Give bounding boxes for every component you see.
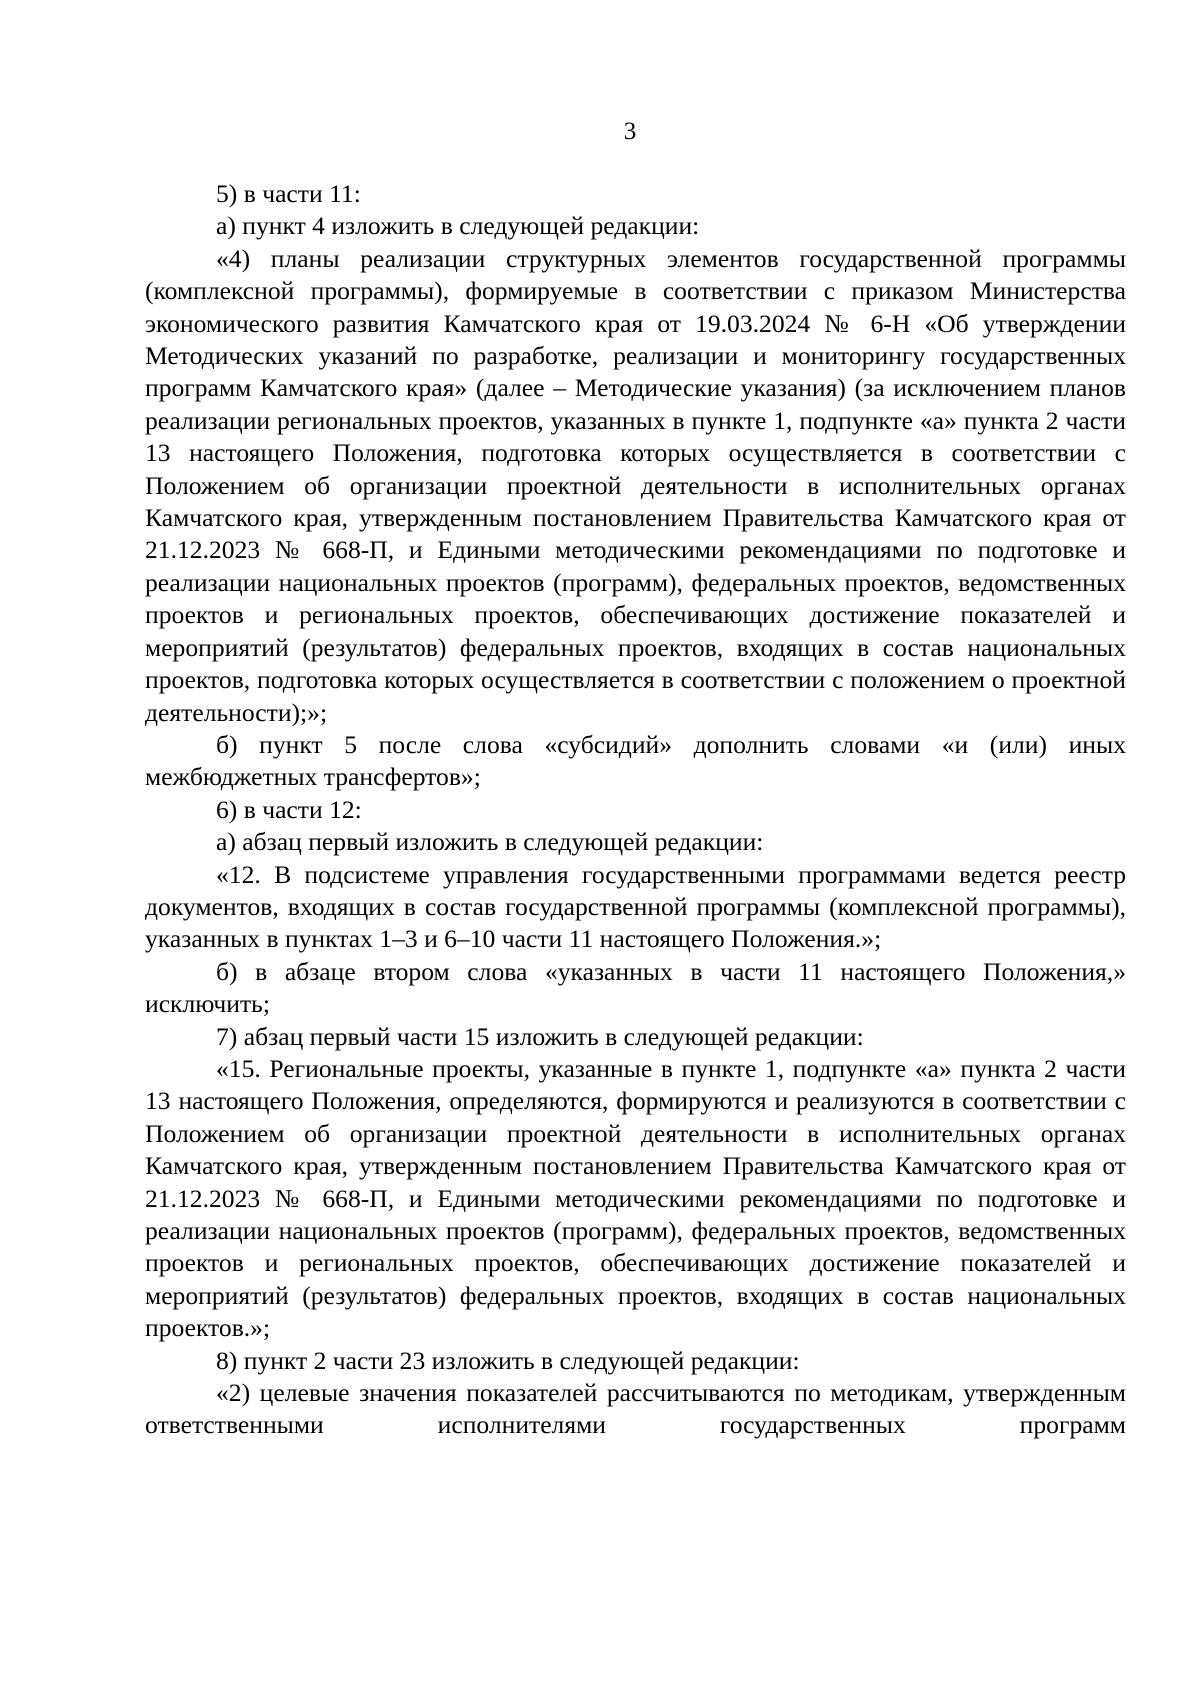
paragraph: а) пункт 4 изложить в следующей редакции:: [216, 211, 700, 241]
paragraph: «15. Региональные проекты, указанные в пункте 1, подпункте «а» пункта 2 части 13 настоящего Положения, определяются, формируются и реализуются в соответствии с Положением об организации проектной деятельности в исполнительных органах Камчатского края, утвержденным постановлением Правительства Камчатского края от 21.12.2023 № 668-П, и Едиными методическими рекомендациями по подготовке и реализации национальных проектов (программ), федеральных проектов, ведомственных проектов и региональных проектов, обеспечивающих достижение показателей и мероприятий (результатов) федеральных проектов, входящих в состав национальных проектов.»;: [145, 1053, 1126, 1343]
paragraph: «4) планы реализации структурных элементов государственной программы (комплексной программы), формируемые в соответствии с приказом Министерства экономического развития Камчатского края от 19.03.2024 № 6-Н «Об утверждении Методических указаний по разработке, реализации и мониторингу государственных программ Камчатского края» (далее – Методические указания) (за исключением планов реализации региональных проектов, указанных в пункте 1, подпункте «а» пункта 2 части 13 настоящего Положения, подготовка которых осуществляется в соответствии с Положением об организации проектной деятельности в исполнительных органах Камчатского края, утвержденным постановлением Правительства Камчатского края от 21.12.2023 № 668-П, и Едиными методическими рекомендациями по подготовке и реализации национальных проектов (программ), федеральных проектов, ведомственных проектов и региональных проектов, обеспечивающих достижение показателей и мероприятий (результатов) федеральных проектов, входящих в состав национальных проектов, подготовка которых осуществляется в соответствии с положением о проектной деятельности);»;: [145, 243, 1126, 727]
paragraph: «12. В подсистеме управления государственными программами ведется реестр документов, входящих в состав государственной программы (комплексной программы), указанных в пунктах 1–3 и 6–10 части 11 настоящего Положения.»;: [145, 859, 1126, 954]
paragraph: 8) пункт 2 части 23 изложить в следующей редакции:: [216, 1345, 800, 1375]
paragraph: а) абзац первый изложить в следующей редакции:: [216, 827, 764, 857]
paragraph: б) пункт 5 после слова «субсидий» дополнить словами «и (или) иных межбюджетных трансфертов»;: [145, 729, 1126, 792]
paragraph: б) в абзаце втором слова «указанных в части 11 настоящего Положения,» исключить;: [145, 956, 1126, 1019]
paragraph-continued: «2) целевые значения показателей рассчитываются по методикам, утвержденным ответственными исполнителями государственных программ: [145, 1378, 1126, 1440]
paragraph: 5) в части 11:: [216, 179, 361, 208]
paragraph: 6) в части 12:: [216, 794, 362, 824]
paragraph: 7) абзац первый части 15 изложить в следующей редакции:: [216, 1021, 864, 1051]
page-number: 3: [623, 118, 637, 145]
document-body: [145, 178, 1126, 1442]
